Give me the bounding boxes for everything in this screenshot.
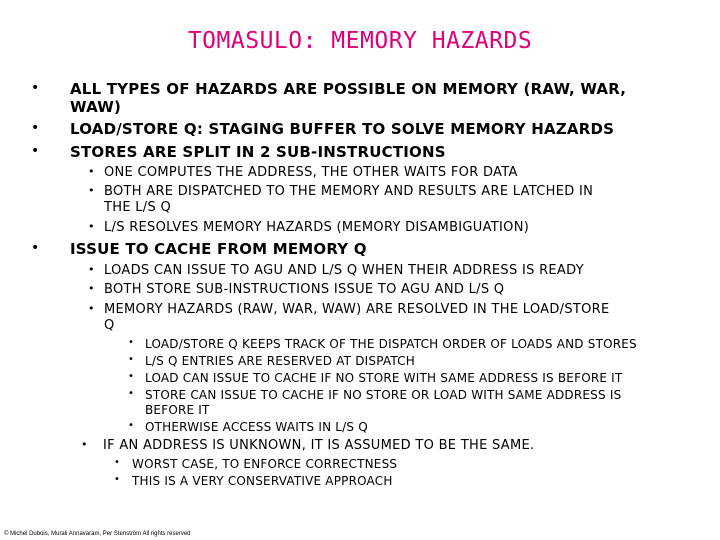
sub-bullet-text: LOADS CAN ISSUE TO AGU AND L/S Q WHEN THEIR ADDRESS IS READY <box>104 263 584 278</box>
sub-sub-bullet-text: OTHERWISE ACCESS WAITS IN L/S Q <box>145 420 368 434</box>
sub-bullet-text: BOTH ARE DISPATCHED TO THE MEMORY AND RESULTS ARE LATCHED IN <box>104 184 594 199</box>
bullet-glyph: • <box>128 420 135 431</box>
sub-sub-bullet-text: BEFORE IT <box>145 403 210 417</box>
bullet-text: ISSUE TO CACHE FROM MEMORY Q <box>70 240 367 258</box>
sub-bullet-text: BOTH STORE SUB-INSTRUCTIONS ISSUE TO AGU AND L/S Q <box>104 282 505 297</box>
bullet-glyph: • <box>128 388 135 399</box>
sub-sub-bullet-text: STORE CAN ISSUE TO CACHE IF NO STORE OR LOAD WITH SAME ADDRESS IS <box>145 388 622 402</box>
sub-bullet-text: MEMORY HAZARDS (RAW, WAR, WAW) ARE RESOLVED IN THE LOAD/STORE <box>104 302 610 317</box>
bullet-glyph: • <box>88 165 95 178</box>
bullet-glyph: • <box>31 240 40 256</box>
sub-bullet-text: L/S RESOLVES MEMORY HAZARDS (MEMORY DISAMBIGUATION) <box>104 220 530 235</box>
sub-bullet-text: THE L/S Q <box>104 200 172 215</box>
bullet-glyph: • <box>88 282 95 295</box>
bullet-glyph: • <box>31 120 40 136</box>
bullet-glyph: • <box>114 474 121 485</box>
bullet-glyph: • <box>128 337 135 348</box>
copyright-footer: © Michel Dubois, Murali Annavaram, Per Stenström All rights reserved <box>4 531 191 537</box>
bullet-glyph: • <box>81 438 88 451</box>
bullet-text: LOAD/STORE Q: STAGING BUFFER TO SOLVE MEMORY HAZARDS <box>70 120 615 138</box>
bullet-glyph: • <box>88 184 95 197</box>
bullet-glyph: • <box>128 371 135 382</box>
sub-sub-bullet-text: THIS IS A VERY CONSERVATIVE APPROACH <box>132 474 393 488</box>
bullet-text: ALL TYPES OF HAZARDS ARE POSSIBLE ON MEMORY (RAW, WAR, <box>70 80 627 98</box>
bullet-text: WAW) <box>70 98 122 116</box>
bullet-glyph: • <box>31 143 40 159</box>
bullet-glyph: • <box>114 457 121 468</box>
sub-sub-bullet-text: LOAD/STORE Q KEEPS TRACK OF THE DISPATCH ORDER OF LOADS AND STORES <box>145 337 637 351</box>
bullet-glyph: • <box>88 263 95 276</box>
sub-bullet-text: Q <box>104 318 115 333</box>
sub-sub-bullet-text: L/S Q ENTRIES ARE RESERVED AT DISPATCH <box>145 354 415 368</box>
sub-bullet-text: ONE COMPUTES THE ADDRESS, THE OTHER WAITS FOR DATA <box>104 165 518 180</box>
sub-bullet-text: IF AN ADDRESS IS UNKNOWN, IT IS ASSUMED TO BE THE SAME. <box>103 438 535 453</box>
bullet-text: STORES ARE SPLIT IN 2 SUB-INSTRUCTIONS <box>70 143 446 161</box>
sub-sub-bullet-text: LOAD CAN ISSUE TO CACHE IF NO STORE WITH SAME ADDRESS IS BEFORE IT <box>145 371 623 385</box>
bullet-glyph: • <box>88 220 95 233</box>
sub-sub-bullet-text: WORST CASE, TO ENFORCE CORRECTNESS <box>132 457 398 471</box>
slide-title: TOMASULO: MEMORY HAZARDS <box>187 28 533 54</box>
bullet-glyph: • <box>88 302 95 315</box>
bullet-glyph: • <box>128 354 135 365</box>
bullet-glyph: • <box>31 80 40 96</box>
